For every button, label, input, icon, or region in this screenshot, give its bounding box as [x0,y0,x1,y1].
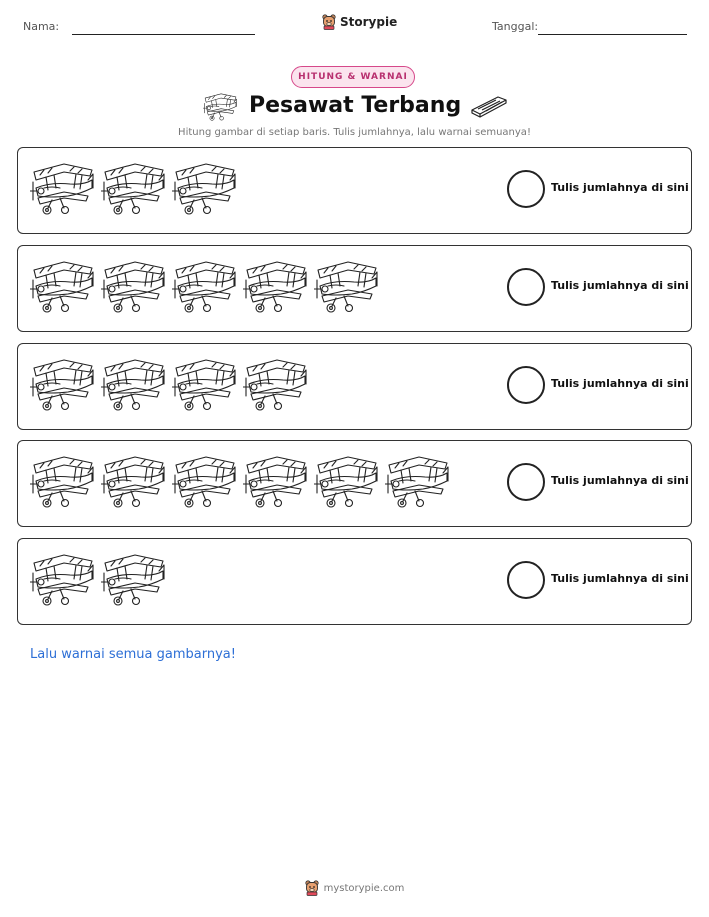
biplane-icon[interactable] [172,451,236,509]
plane-group [30,354,307,412]
biplane-icon[interactable] [243,354,307,412]
answer-circle[interactable] [507,170,545,208]
answer-label: Tulis jumlahnya di sini [551,474,689,487]
counting-row [17,440,692,527]
biplane-icon[interactable] [314,451,378,509]
footer-site-url: mystorypie.com [323,882,405,894]
plane-group [30,158,236,216]
instructions: Hitung gambar di setiap baris. Tulis jumlahnya, lalu warnai semuanya! [178,127,531,138]
biplane-icon[interactable] [101,549,165,607]
wood-plank-icon [470,94,508,118]
brand-logo [322,14,397,30]
answer-circle[interactable] [507,463,545,501]
biplane-icon[interactable] [101,158,165,216]
biplane-icon[interactable] [314,256,378,314]
plane-group [30,256,378,314]
name-label: Nama: [23,20,60,33]
biplane-icon[interactable] [385,451,449,509]
biplane-icon[interactable] [30,549,94,607]
biplane-icon [203,90,237,122]
biplane-icon[interactable] [30,451,94,509]
counting-row [17,147,692,234]
date-label: Tanggal: [492,20,539,33]
biplane-icon[interactable] [172,354,236,412]
answer-label: Tulis jumlahnya di sini [551,377,689,390]
biplane-icon[interactable] [172,158,236,216]
counting-row [17,538,692,625]
counting-row [17,343,692,430]
answer-circle[interactable] [507,561,545,599]
plane-group [30,549,165,607]
biplane-icon[interactable] [243,256,307,314]
answer-label: Tulis jumlahnya di sini [551,572,689,585]
biplane-icon[interactable] [30,256,94,314]
answer-circle[interactable] [507,366,545,404]
biplane-icon[interactable] [30,158,94,216]
name-field-line[interactable] [72,34,255,35]
answer-label: Tulis jumlahnya di sini [551,181,689,194]
biplane-icon[interactable] [30,354,94,412]
footer [0,880,709,896]
answer-label: Tulis jumlahnya di sini [551,279,689,292]
biplane-icon[interactable] [172,256,236,314]
coloring-instruction: Lalu warnai semua gambarnya! [30,647,236,662]
biplane-icon[interactable] [243,451,307,509]
storypie-bear-icon [322,14,336,30]
biplane-icon[interactable] [101,451,165,509]
title-row [0,90,709,126]
storypie-bear-icon [305,880,319,896]
answer-circle[interactable] [507,268,545,306]
counting-row [17,245,692,332]
biplane-icon[interactable] [101,354,165,412]
biplane-icon[interactable] [101,256,165,314]
page-title: Pesawat Terbang [249,93,462,118]
date-field-line[interactable] [538,34,687,35]
worksheet-header [22,14,687,38]
plane-group [30,451,449,509]
activity-badge: HITUNG & WARNAI [291,66,415,88]
brand-name: Storypie [340,15,398,29]
